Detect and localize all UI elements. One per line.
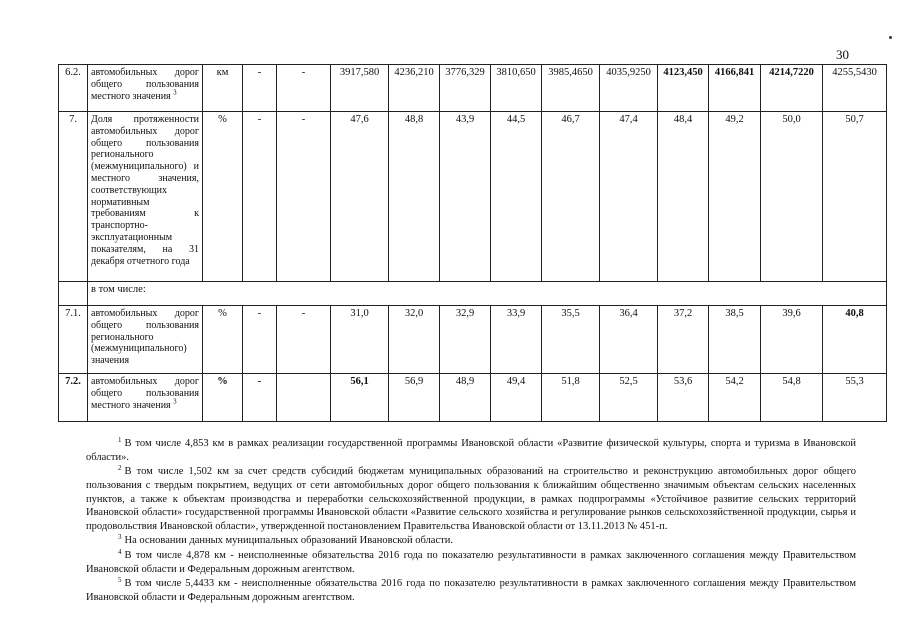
value-cell: 32,9 [440,306,491,374]
value-cell: 49,4 [491,374,542,422]
value-cell: 50,7 [823,112,887,282]
row-number: 6.2. [59,65,88,112]
row-col1: - [243,65,277,112]
value-cell: 4236,210 [389,65,440,112]
row-number: 7. [59,112,88,282]
scan-dot [889,36,892,39]
value-cell: 31,0 [331,306,389,374]
value-cell: 33,9 [491,306,542,374]
indicators-table [58,64,887,422]
row-col2: - [277,306,331,374]
value-cell: 3985,4650 [542,65,600,112]
value-cell: 48,8 [389,112,440,282]
value-cell: 3776,329 [440,65,491,112]
value-cell: 54,8 [761,374,823,422]
row-col1: - [243,112,277,282]
row-unit: км [203,65,243,112]
table-row-7-1 [59,306,887,374]
value-cell: 43,9 [440,112,491,282]
footnote-3: $^3$ На основании данных муниципальных образований Ивановской области. [118,532,453,547]
value-cell: 4123,450 [658,65,709,112]
row-description: Доля протяженности автомобильных дорог общего пользования регионального (межмуниципального) и местного значения, соответствующих нормативным требованиям к транспортно-эксплуатационным показателям, на 31 декабря отчетного года [88,112,203,282]
value-cell: 49,2 [709,112,761,282]
value-cell: 38,5 [709,306,761,374]
row-description: автомобильных дорог общего пользования местного значения $^3$ [88,374,203,422]
value-cell: 32,0 [389,306,440,374]
value-cell: 3917,580 [331,65,389,112]
value-cell: 53,6 [658,374,709,422]
value-cell: 48,9 [440,374,491,422]
value-cell: 56,1 [331,374,389,422]
row-unit: % [203,374,243,422]
value-cell: 52,5 [600,374,658,422]
value-cell: 56,9 [389,374,440,422]
row-number: 7.1. [59,306,88,374]
row-description: автомобильных дорог общего пользования регионального (межмуниципального) значения [88,306,203,374]
row-col1: - [243,374,277,422]
value-cell: 35,5 [542,306,600,374]
value-cell: 46,7 [542,112,600,282]
row-number: 7.2. [59,374,88,422]
value-cell: 47,4 [600,112,658,282]
page-number: 30 [836,47,849,62]
value-cell: 40,8 [823,306,887,374]
value-cell: 4035,9250 [600,65,658,112]
row-col2: - [277,65,331,112]
value-cell: 47,6 [331,112,389,282]
row-description: автомобильных дорог общего пользования местного значения $^3$ [88,65,203,112]
footnotes [86,437,856,606]
value-cell: 44,5 [491,112,542,282]
value-cell: 48,4 [658,112,709,282]
value-cell: 51,8 [542,374,600,422]
footnote-4: $^4$ В том числе 4,878 км - неисполненные обязательства 2016 года по показателю результативности в рамках заключенного соглашения между Правительством Ивановской области и Федеральным дорожным агентством. [86,547,856,575]
value-cell: 36,4 [600,306,658,374]
value-cell: 55,3 [823,374,887,422]
value-cell: 4214,7220 [761,65,823,112]
row-col1: - [243,306,277,374]
row-col2: - [277,112,331,282]
value-cell: 50,0 [761,112,823,282]
subheader-label: в том числе: [88,282,887,306]
row-unit: % [203,112,243,282]
value-cell: 3810,650 [491,65,542,112]
table-row-7 [59,112,887,282]
row-col2 [277,374,331,422]
table-subheader-row [59,282,887,306]
footnote-2: $^2$ В том числе 1,502 км за счет средств субсидий бюджетам муниципальных образований на строительство и реконструкцию автомобильных дорог общего пользования с твердым покрытием, ведущих от сети автомобильных дорог общего пользования к ближайшим общественно значимым объектам сельских населенных пунктов, а также к объектам производства и переработки сельскохозяйственной продукции, в рамках подпрограммы «Устойчивое развитие сельских территорий Ивановской области» государственной программы Ивановской области «Развитие сельского хозяйства и регулирование рынков сельскохозяйственной продукции, сырья и продовольствия Ивановской области», утвержденной постановлением Правительства Ивановской области от 13.11.2013 № 451-п. [86,463,856,532]
value-cell: 4166,841 [709,65,761,112]
footnote-5: $^5$ В том числе 5,4433 км - неисполненные обязательства 2016 года по показателю результативности в рамках заключенного соглашения между Правительством Ивановской области и Федеральным дорожным агентством. [86,575,856,604]
value-cell: 54,2 [709,374,761,422]
value-cell: 39,6 [761,306,823,374]
footnote-1: $^1$ В том числе 4,853 км в рамках реализации государственной программы Ивановской области «Развитие физической культуры, спорта и туризма в Ивановской области». [86,435,856,463]
table-row-6-2 [59,65,887,112]
value-cell: 37,2 [658,306,709,374]
table-row-7-2 [59,374,887,422]
value-cell: 4255,5430 [823,65,887,112]
row-unit: % [203,306,243,374]
